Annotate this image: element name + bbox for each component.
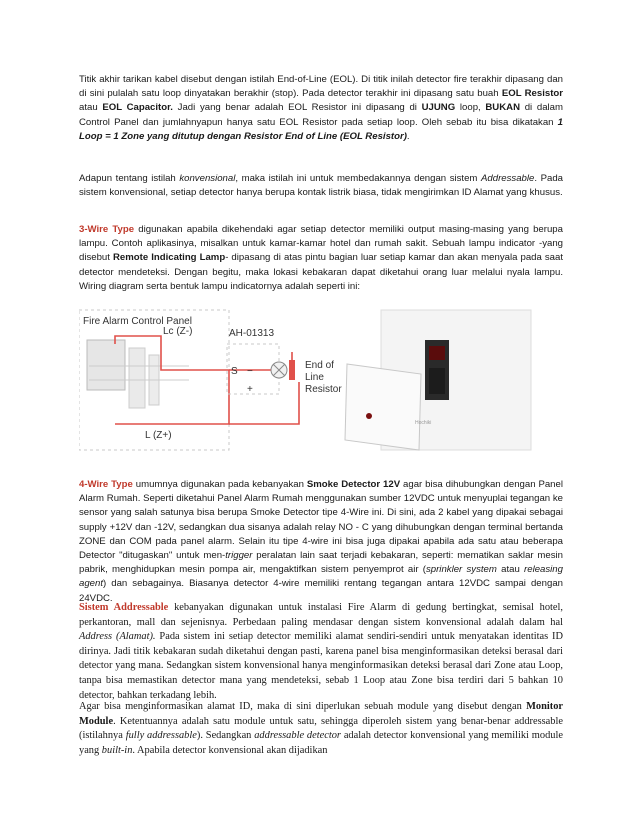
bold-smoke-detector: Smoke Detector 12V: [306, 479, 401, 490]
s-label: S: [231, 366, 238, 377]
text: Jadi yang benar adalah EOL Resistor ini dipasang di: [172, 102, 422, 114]
italic-konvensional: konvensional: [179, 173, 236, 184]
text: atau: [496, 564, 525, 576]
text: umumnya digunakan pada kebanyakan: [132, 479, 307, 490]
italic-sprinkler: sprinkler system: [425, 564, 497, 576]
text: ). Sedangkan: [196, 730, 255, 742]
paragraph-monitor-module: [79, 700, 563, 758]
text: digunakan apabila dikehendaki agar setiap detector memiliki output masing-masing yang berupa lampu. Contoh aplikasinya, misalkan untuk kamar-kamar hotel dan rumah sakit. Sebuah lampu indicator -yang disebut: [79, 224, 563, 264]
lc-label: Lc (Z-): [163, 326, 193, 337]
paragraph-konvensional: [79, 172, 563, 200]
text: . Apabila detector konvensional akan dijadikan: [132, 744, 328, 756]
text: , maka istilah ini untuk membedakannya dengan sistem: [235, 173, 481, 184]
italic-addressable: Addressable: [481, 173, 535, 184]
eol-label-line2: Line: [305, 372, 324, 383]
text: atau: [79, 102, 103, 114]
text: - dipasang di atas pintu bagian luar setiap kamar dan akan menyala pada saat detector mendeteksi. Dengan begitu, maka lokasi kebakaran dapat diketahui orang luar melalui nyala lampu. Wiring diagram serta bentuk lampu indicatornya adalah seperti ini:: [79, 252, 564, 292]
text: . Ketentuannya adalah satu module untuk satu, sehingga diperoleh sistem yang benar-benar addressable (istilahnya: [79, 715, 563, 742]
text: ) dan sebagainya. Biasanya detector 4-wire memiliki rentang tegangan antara 12VDC sampai dengan 24VDC.: [79, 578, 563, 604]
italic-built-in: built-in: [101, 744, 133, 756]
text: .: [406, 130, 410, 142]
bold-eol-capacitor: EOL Capacitor.: [102, 102, 173, 114]
lamp-body: [429, 368, 445, 394]
bold-monitor-module: Monitor Module: [79, 701, 563, 727]
paragraph-addressable: [79, 601, 563, 703]
bold-remote-indicating-lamp: Remote Indicating Lamp: [113, 252, 226, 264]
text: Pada sistem ini setiap detector memiliki alamat sendiri-sendiri untuk menyatakan identitas ID dirinya. Jadi titik kebakaran sudah diketahui dengan pasti, karena panel bisa menginformasikan deteksi berasal dari detector yang mana. Sedangkan sistem konvensional hanya menginformasikan deteksi berasal dari Zone atau Loop, tanpa bisa memastikan detector mana yang mendeteksi, sebab 1 Loop atau Zone bisa terdiri dari 5 bahkan 10 detector, bahkan terkadang lebih.: [79, 631, 563, 701]
device-brand-text: Hochiki: [415, 420, 432, 426]
heading-4-wire-type: 4-Wire Type: [79, 479, 133, 490]
bold-bukan: BUKAN: [485, 102, 521, 114]
italic-address: Address (Alamat).: [79, 631, 156, 643]
plus-label: +: [247, 384, 253, 395]
eol-label-line1: End of: [305, 360, 334, 371]
italic-addressable-detector: addressable detector: [254, 730, 341, 742]
panel-box-left: [87, 340, 125, 390]
text: . Pada sistem konvensional, setiap detector hanya berupa kontak listrik biasa, tidak mengirimkan ID Alamat yang khusus.: [79, 173, 563, 199]
text: peralatan lain saat terjadi kebakaran, seperti: mematikan saklar mesin pabrik, menghidupkan mesin pompa air, mengaktifkan sistem penyemprot air (: [79, 550, 563, 576]
text: kebanyakan digunakan untuk instalasi Fire Alarm di gedung bertingkat, semisal hotel, perkantoran, mall dan sejenisnya. Perbedaan paling mendasar dengan sistem konvensional adalah dalam hal: [79, 602, 563, 628]
italic-releasing-agent: releasing agent: [79, 564, 563, 590]
lamp-lens: [429, 346, 445, 360]
paragraph-3-wire: [79, 223, 563, 294]
text: agar bisa dihubungkan dengan Panel Alarm Rumah. Seperti diketahui Panel Alarm Rumah menggunakan sumber 12VDC untuk menyuplai tegangan ke sensor yang salah satunya bisa berupa Smoke Detector tipe 4-Wire ini. Di sini, ada 2 kabel yang dipakai sebagai supply +12V dan -12V, sedangkan dua sisanya adalah relay NO - C yang dihubungkan dengan terminal bertanda ZONE dan COM pada panel alarm. Selain itu tipe 4-wire ini bisa juga dipakai apabila ada satu atau beberapa Detector "ditugaskan" untuk men-: [79, 479, 563, 562]
wiring-diagram-figure: [79, 300, 563, 470]
text: Agar bisa menginformasikan alamat ID, maka di sini diperlukan sebuah module yang disebut dengan: [79, 701, 527, 712]
eol-resistor-symbol: [289, 360, 295, 380]
indicator-unit: [345, 364, 421, 450]
paragraph-4-wire: [79, 478, 563, 606]
panel-box-mid: [129, 348, 145, 408]
bold-ujung: UJUNG: [421, 102, 456, 114]
italic-trigger: trigger: [225, 550, 253, 562]
bold-italic-loop-zone: 1 Loop = 1 Zone yang ditutup dengan Resistor End of Line (EOL Resistor): [79, 116, 563, 142]
heading-sistem-addressable: Sistem Addressable: [79, 602, 169, 613]
wiring-diagram-svg: [79, 300, 563, 470]
text: Titik akhir tarikan kabel disebut dengan istilah End-of-Line (EOL). Di titik inilah detector fire terakhir dipasang dan di sini pulalah satu loop dinyatakan berakhir (stop). Pada detector terakhir ini dipasang satu buah: [79, 74, 563, 100]
minus-label: −: [247, 366, 253, 377]
paragraph-eol: [79, 73, 563, 144]
text: loop,: [455, 102, 486, 114]
model-label: AH-01313: [229, 328, 275, 339]
heading-3-wire-type: 3-Wire Type: [79, 224, 135, 235]
panel-label: Fire Alarm Control Panel: [83, 316, 192, 327]
l-label: L (Z+): [145, 430, 172, 441]
text: adalah detector konvensional yang memiliki module yang: [79, 730, 563, 756]
indicator-led: [366, 413, 372, 419]
text: di dalam Control Panel dan jumlahnyapun hanya satu EOL Resistor pada setiap loop. Oleh sebab itu bisa dikatakan: [79, 102, 563, 128]
text: Adapun tentang istilah: [79, 173, 180, 184]
eol-label-line3: Resistor: [305, 384, 342, 395]
italic-fully-addressable: fully addressable: [125, 730, 197, 742]
wire-return: [229, 382, 299, 424]
bold-eol-resistor: EOL Resistor: [501, 88, 563, 100]
